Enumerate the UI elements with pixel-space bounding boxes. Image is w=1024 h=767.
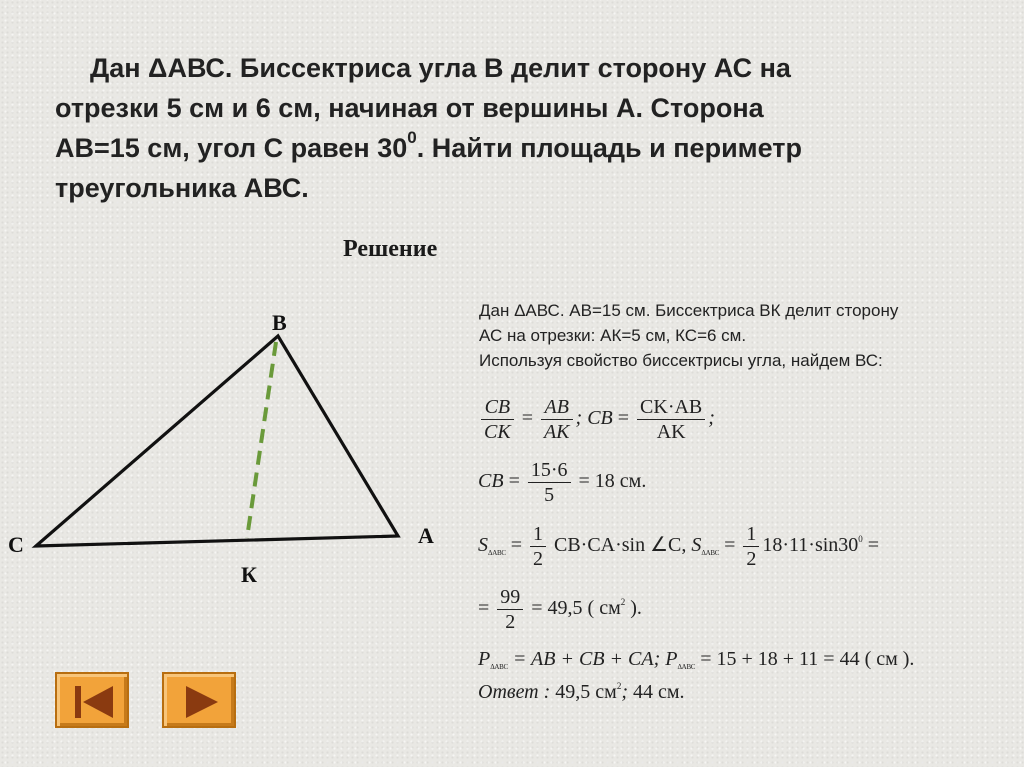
fraction-15x6-5: $\frac{15\cdot 6}{5}$ — [528, 458, 571, 507]
play-forward-icon — [164, 674, 238, 730]
prev-slide-button[interactable] — [55, 672, 129, 728]
fraction-one-half-2: $\frac{1}{2}$ — [743, 522, 759, 571]
problem-line-4: треугольника АВС. — [55, 173, 309, 203]
problem-line-1: Дан ΔАВС. Биссектриса угла В делит сторону АС на — [90, 53, 791, 83]
vertex-label-a: А — [418, 523, 434, 548]
triangle-figure — [0, 290, 470, 600]
problem-line-3a: АВ=15 см, угол С равен 30 — [55, 133, 408, 163]
point-label-k: К — [241, 562, 257, 587]
problem-line-3b: . Найти площадь и периметр — [416, 133, 803, 163]
given-line-3: Используя свойство биссектрисы угла, найдем ВС: — [479, 351, 883, 370]
solution-heading: Решение — [343, 236, 438, 262]
answer-area: 49,5 см — [555, 681, 617, 703]
equation-cb-value: CB = $\frac{15\cdot 6}{5}$ = 18 см. — [478, 459, 647, 506]
problem-statement — [55, 48, 975, 208]
equation-bisector-property: $\frac{CB}{CK}$ = $\frac{AB}{AK}$ ; CB = $\frac{CK\cdot AB}{AK}$ ; — [478, 395, 715, 444]
bisector-bk — [247, 342, 276, 538]
degree-superscript: 0 — [407, 128, 417, 147]
equation-perimeter: $P_{\Delta ABC}$ = AB + CB + CA; $P_{\Delta ABC} = 15 + 18 + 11 = 44$ ( см ). — [478, 648, 915, 671]
next-slide-button[interactable] — [162, 672, 236, 728]
vertex-label-c: С — [8, 532, 24, 557]
answer-line: Ответ : 49,5 $см^2$; 44 см. — [478, 681, 685, 703]
equation-area-result: = $\frac{99}{2}$ = 49,5 ( $см^2$ ). — [478, 586, 642, 633]
problem-line-3 — [55, 128, 975, 168]
fraction-ck-ab-ak: $\frac{CK\cdot AB}{AK}$ — [637, 395, 705, 444]
skip-back-icon — [57, 674, 131, 730]
fraction-ab-ak: $\frac{AB}{AK}$ — [541, 395, 573, 444]
given-line-1: Дан ΔАВС. АВ=15 см. Биссектриса ВК делит сторону — [479, 301, 899, 320]
fraction-99-2: $\frac{99}{2}$ — [497, 585, 523, 634]
fraction-one-half: $\frac{1}{2}$ — [530, 522, 546, 571]
given-line-2: АС на отрезки: АК=5 см, КС=6 см. — [479, 326, 747, 345]
answer-label: Ответ : — [478, 681, 551, 703]
fraction-cb-ck: $\frac{CB}{CK}$ — [481, 395, 514, 444]
problem-line-2: отрезки 5 см и 6 см, начиная от вершины А. Сторона — [55, 93, 764, 123]
solution-given — [479, 298, 1019, 373]
vertex-label-b: В — [272, 310, 287, 335]
triangle-abc — [36, 336, 398, 546]
answer-perimeter: 44 см. — [633, 681, 685, 703]
equation-area: $S_{\Delta ABC}$ = $\frac{1}{2}$ CB·CA·sin ∠C, $S_{\Delta ABC}$ = $\frac{1}{2}$ $18\cdot 11\cdot\sin 30^0$ = — [478, 523, 880, 570]
